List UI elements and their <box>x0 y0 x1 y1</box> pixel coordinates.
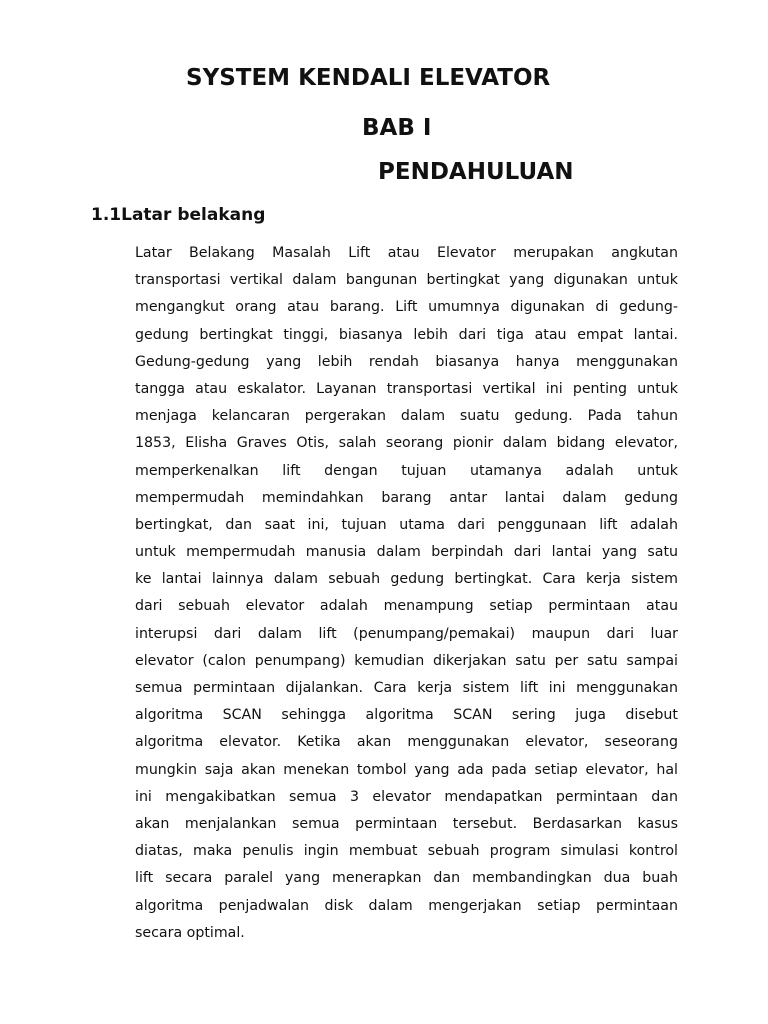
paragraph-line: secara optimal. <box>135 924 245 941</box>
body-paragraph <box>135 240 678 947</box>
paragraph-line: diatas, maka penulis ingin membuat sebuah program simulasi kontrol <box>135 843 678 860</box>
paragraph-line: mengangkut orang atau barang. Lift umumnya digunakan di gedung- <box>135 299 678 316</box>
paragraph-line: menjaga kelancaran pergerakan dalam suatu gedung. Pada tahun <box>135 408 678 425</box>
chapter-title: PENDAHULUAN <box>378 159 574 185</box>
paragraph-line: Gedung-gedung yang lebih rendah biasanya hanya menggunakan <box>135 353 678 370</box>
paragraph-line: elevator (calon penumpang) kemudian dikerjakan satu per satu sampai <box>135 652 678 669</box>
paragraph-line: ke lantai lainnya dalam sebuah gedung bertingkat. Cara kerja sistem <box>135 571 678 588</box>
paragraph-line: transportasi vertikal dalam bangunan bertingkat yang digunakan untuk <box>135 272 678 289</box>
paragraph-line: 1853, Elisha Graves Otis, salah seorang pionir dalam bidang elevator, <box>135 435 678 452</box>
paragraph-line: tangga atau eskalator. Layanan transportasi vertikal ini penting untuk <box>135 380 678 397</box>
paragraph-line: interupsi dari dalam lift (penumpang/pemakai) maupun dari luar <box>135 625 678 642</box>
paragraph-line: memperkenalkan lift dengan tujuan utamanya adalah untuk <box>135 462 678 479</box>
paragraph-line: gedung bertingkat tinggi, biasanya lebih dari tiga atau empat lantai. <box>135 326 678 343</box>
paragraph-line: akan menjalankan semua permintaan tersebut. Berdasarkan kasus <box>135 815 678 832</box>
paragraph-line: untuk mempermudah manusia dalam berpindah dari lantai yang satu <box>135 544 678 561</box>
paragraph-line: algoritma penjadwalan disk dalam mengerjakan setiap permintaan <box>135 897 678 914</box>
chapter-number: BAB I <box>362 115 432 141</box>
paragraph-line: semua permintaan dijalankan. Cara kerja sistem lift ini menggunakan <box>135 680 678 696</box>
paragraph-line: bertingkat, dan saat ini, tujuan utama dari penggunaan lift adalah <box>135 516 678 533</box>
paragraph-line: Latar Belakang Masalah Lift atau Elevator merupakan angkutan <box>135 245 678 261</box>
paragraph-line: mungkin saja akan menekan tombol yang ada pada setiap elevator, hal <box>135 761 678 778</box>
paragraph-line: dari sebuah elevator adalah menampung setiap permintaan atau <box>135 598 678 615</box>
paragraph-line: mempermudah memindahkan barang antar lantai dalam gedung <box>135 489 678 506</box>
paragraph-line: ini mengakibatkan semua 3 elevator mendapatkan permintaan dan <box>135 788 678 805</box>
paragraph-line: algoritma SCAN sehingga algoritma SCAN sering juga disebut <box>135 707 678 724</box>
document-title: SYSTEM KENDALI ELEVATOR <box>186 65 551 91</box>
section-heading: 1.1Latar belakang <box>91 205 266 225</box>
paragraph-line: algoritma elevator. Ketika akan menggunakan elevator, seseorang <box>135 734 678 751</box>
paragraph-line: lift secara paralel yang menerapkan dan membandingkan dua buah <box>135 870 678 887</box>
